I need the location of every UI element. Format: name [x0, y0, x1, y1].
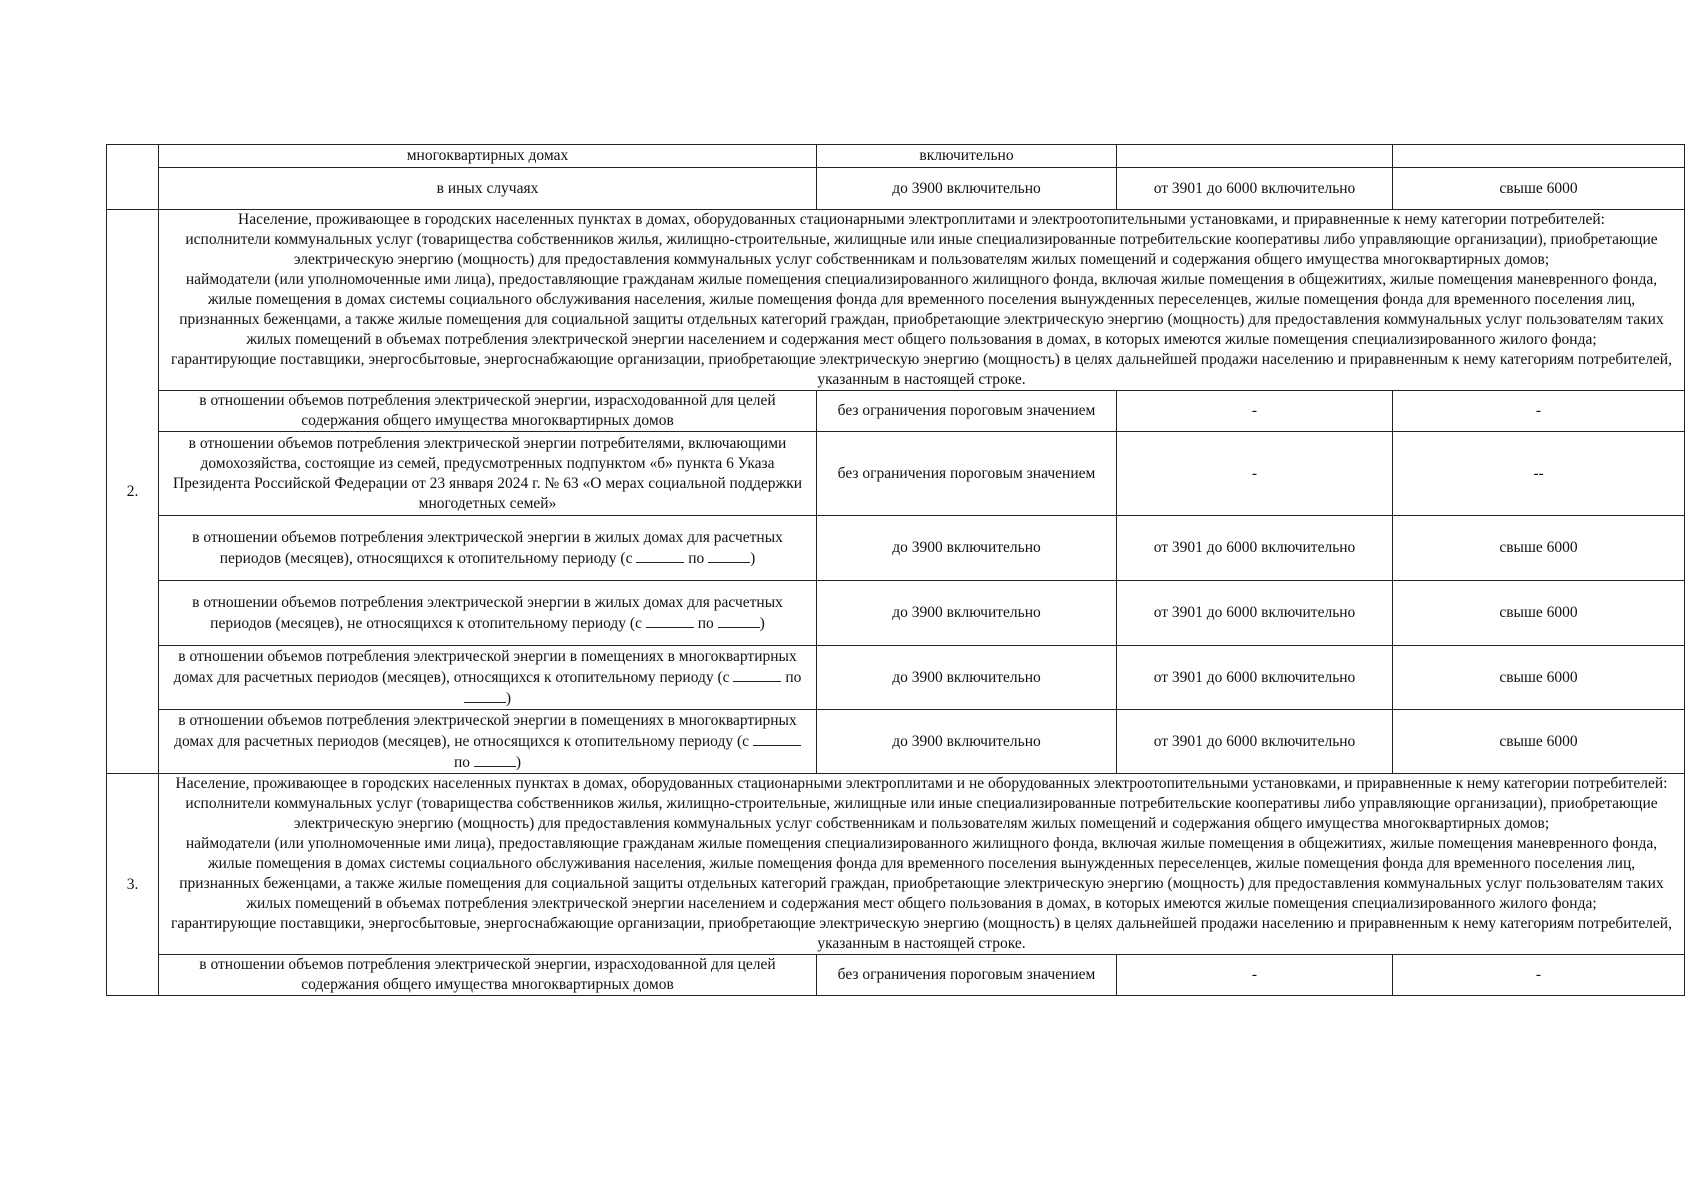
threshold-range-1: включительно — [817, 145, 1117, 168]
description-text: в отношении объемов потребления электрической энергии в помещениях в многоквартирных домах для расчетных периодов (месяцев), относящихся к отопительному периоду (с — [173, 647, 797, 686]
category-paragraph: Население, проживающее в городских населенных пунктах в домах, оборудованных стационарными электроплитами и электроотопительными установками, и приравненные к нему категории потребителей: — [238, 211, 1605, 228]
threshold-range-1: до 3900 включительно — [817, 581, 1117, 646]
threshold-range-3: свыше 6000 — [1393, 168, 1685, 210]
table-row — [107, 646, 1685, 710]
threshold-range-1: без ограничения пороговым значением — [817, 391, 1117, 432]
consumption-description: в отношении объемов потребления электрической энергии, израсходованной для целей содержания общего имущества многоквартирных домов — [159, 391, 817, 432]
consumption-description — [159, 516, 817, 581]
category-paragraph: гарантирующие поставщики, энергосбытовые, энергоснабжающие организации, приобретающие электрическую энергию (мощность) в целях дальнейшей продажи населению и приравненным к нему категориям потребителей, указанным в настоящей строке. — [171, 915, 1672, 952]
table-row — [107, 145, 1685, 168]
description-text: в отношении объемов потребления электрической энергии в жилых домах для расчетных периодов (месяцев), относящихся к отопительному периоду (с — [192, 528, 783, 567]
threshold-range-2: от 3901 до 6000 включительно — [1117, 646, 1393, 710]
table-row — [107, 516, 1685, 581]
threshold-range-3: -- — [1393, 432, 1685, 516]
category-row — [107, 774, 1685, 955]
date-blank — [718, 613, 760, 628]
threshold-range-2 — [1117, 145, 1393, 168]
consumption-description: в отношении объемов потребления электрической энергии потребителями, включающими домохозяйства, состоящие из семей, предусмотренных подпунктом «б» пункта 6 Указа Президента Российской Федерации от 23 января 2024 г. № 63 «О мерах социальной поддержки многодетных семей» — [159, 432, 817, 516]
category-paragraph: исполнители коммунальных услуг (товарищества собственников жилья, жилищно-строительные, жилищные или иные специализированные потребительские кооперативы либо управляющие организации), приобретающие электрическую энергию (мощность) для предоставления коммунальных услуг собственникам и пользователям жилых помещений и содержания общего имущества многоквартирных домов; — [185, 795, 1658, 832]
date-blank — [708, 548, 750, 563]
tariff-table — [106, 144, 1685, 996]
threshold-range-2: от 3901 до 6000 включительно — [1117, 710, 1393, 774]
description-text: по — [453, 753, 470, 771]
row-number-cell — [107, 145, 159, 210]
table-row — [107, 432, 1685, 516]
table-row — [107, 710, 1685, 774]
threshold-range-2: от 3901 до 6000 включительно — [1117, 516, 1393, 581]
threshold-range-3: свыше 6000 — [1393, 516, 1685, 581]
description-text: в отношении объемов потребления электрической энергии в жилых домах для расчетных периодов (месяцев), не относящихся к отопительному периоду (с — [192, 593, 783, 632]
threshold-range-1: до 3900 включительно — [817, 516, 1117, 581]
threshold-range-3: - — [1393, 391, 1685, 432]
date-blank — [733, 667, 781, 682]
threshold-range-3: свыше 6000 — [1393, 710, 1685, 774]
description-text: ) — [759, 614, 765, 632]
consumption-description: в отношении объемов потребления электрической энергии, израсходованной для целей содержания общего имущества многоквартирных домов — [159, 955, 817, 996]
table-row — [107, 581, 1685, 646]
threshold-range-1: без ограничения пороговым значением — [817, 432, 1117, 516]
threshold-range-3: свыше 6000 — [1393, 581, 1685, 646]
category-paragraph: гарантирующие поставщики, энергосбытовые, энергоснабжающие организации, приобретающие электрическую энергию (мощность) в целях дальнейшей продажи населению и приравненным к нему категориям потребителей, указанным в настоящей строке. — [171, 351, 1672, 388]
date-blank — [464, 688, 506, 703]
consumption-description: в иных случаях — [159, 168, 817, 210]
threshold-range-1: до 3900 включительно — [817, 646, 1117, 710]
table-row — [107, 391, 1685, 432]
category-paragraph: исполнители коммунальных услуг (товарищества собственников жилья, жилищно-строительные, жилищные или иные специализированные потребительские кооперативы либо управляющие организации), приобретающие электрическую энергию (мощность) для предоставления коммунальных услуг собственникам и пользователям жилых помещений и содержания общего имущества многоквартирных домов; — [185, 231, 1658, 268]
threshold-range-2: - — [1117, 432, 1393, 516]
threshold-range-3: - — [1393, 955, 1685, 996]
row-number: 3. — [107, 774, 159, 996]
threshold-range-1: до 3900 включительно — [817, 710, 1117, 774]
category-paragraph: наймодатели (или уполномоченные ими лица), предоставляющие гражданам жилые помещения специализированного жилищного фонда, включая жилые помещения в общежитиях, жилые помещения маневренного фонда, жилые помещения в домах системы социального обслуживания населения, жилые помещения фонда для временного поселения вынужденных переселенцев, жилые помещения фонда для временного поселения лиц, признанных беженцами, а также жилые помещения для социальной защиты отдельных категорий граждан, приобретающие электрическую энергию (мощность) для предоставления коммунальных услуг пользователям таких жилых помещений в объемах потребления электрической энергии населением и содержания мест общего пользования в домах, в которых имеются жилые помещения специализированного жилого фонда; — [179, 835, 1664, 912]
category-description — [159, 774, 1685, 955]
threshold-range-1: без ограничения пороговым значением — [817, 955, 1117, 996]
table-row — [107, 955, 1685, 996]
date-blank — [753, 731, 801, 746]
threshold-range-2: - — [1117, 955, 1393, 996]
description-text: в отношении объемов потребления электрической энергии в помещениях в многоквартирных домах для расчетных периодов (месяцев), не относящихся к отопительному периоду (с — [174, 711, 797, 750]
threshold-range-2: от 3901 до 6000 включительно — [1117, 168, 1393, 210]
row-number: 2. — [107, 210, 159, 774]
consumption-description — [159, 710, 817, 774]
threshold-range-2: - — [1117, 391, 1393, 432]
document-page — [106, 144, 1684, 996]
category-paragraph: Население, проживающее в городских населенных пунктах в домах, оборудованных стационарными электроплитами и не оборудованных электроотопительными установками, и приравненные к нему категории потребителей: — [175, 775, 1668, 792]
description-text: ) — [515, 753, 522, 771]
consumption-description — [159, 581, 817, 646]
date-blank — [646, 613, 694, 628]
description-text: по — [697, 614, 714, 632]
description-text: ) — [750, 549, 756, 567]
category-row — [107, 210, 1685, 391]
threshold-range-3 — [1393, 145, 1685, 168]
category-description — [159, 210, 1685, 391]
consumption-description — [159, 646, 817, 710]
threshold-range-2: от 3901 до 6000 включительно — [1117, 581, 1393, 646]
threshold-range-3: свыше 6000 — [1393, 646, 1685, 710]
description-text: по — [785, 668, 802, 686]
category-paragraph: наймодатели (или уполномоченные ими лица), предоставляющие гражданам жилые помещения специализированного жилищного фонда, включая жилые помещения в общежитиях, жилые помещения маневренного фонда, жилые помещения в домах системы социального обслуживания населения, жилые помещения фонда для временного поселения вынужденных переселенцев, жилые помещения фонда для временного поселения лиц, признанных беженцами, а также жилые помещения для социальной защиты отдельных категорий граждан, приобретающие электрическую энергию (мощность) для предоставления коммунальных услуг пользователям таких жилых помещений в объемах потребления электрической энергии населением и содержания мест общего пользования в домах, в которых имеются жилые помещения специализированного жилого фонда; — [179, 271, 1664, 348]
date-blank — [636, 548, 684, 563]
date-blank — [474, 752, 516, 767]
threshold-range-1: до 3900 включительно — [817, 168, 1117, 210]
consumption-description: многоквартирных домах — [159, 145, 817, 168]
description-text: по — [688, 549, 705, 567]
description-text: ) — [505, 689, 512, 707]
table-row — [107, 168, 1685, 210]
